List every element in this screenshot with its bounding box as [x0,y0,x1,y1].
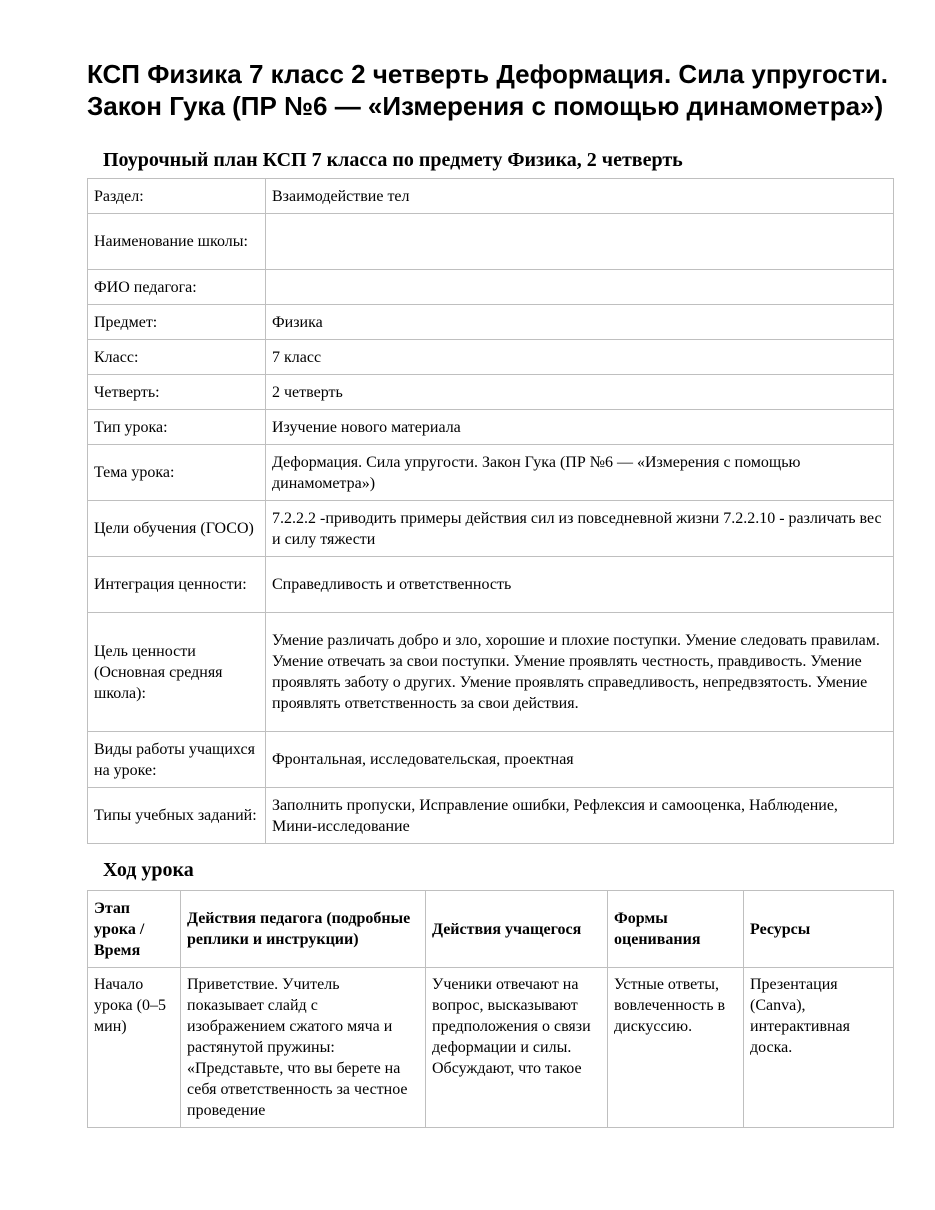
plan-label: Интеграция ценности: [88,557,266,613]
plan-value: 7 класс [266,340,894,375]
table-row [88,557,894,613]
document-title: КСП Физика 7 класс 2 четверть Деформация. Сила упругости. Закон Гука (ПР №6 — «Измерения с помощью динамометра») [87,59,888,121]
plan-heading: Поурочный план КСП 7 класса по предмету Физика, 2 четверть [103,149,683,171]
plan-label: Типы учебных заданий: [88,788,266,844]
teacher-actions-cell [181,968,426,1128]
plan-label: ФИО педагога: [88,270,266,305]
student-actions-text: Ученики отвечают на вопрос, высказывают предположения о связи деформации и силы. Обсуждают, что такое [432,976,591,1077]
table-row [88,613,894,732]
teacher-actions-text: Приветствие. Учитель показывает слайд с изображением сжатого мяча и растянутой пружины: «Представьте, что вы берете на себя ответственность за честное проведение [187,976,408,1119]
plan-value [266,214,894,270]
plan-label: Четверть: [88,375,266,410]
table-row [88,375,894,410]
table-row [88,732,894,788]
plan-label: Тема урока: [88,445,266,501]
document-page [87,58,893,1128]
column-header-stage: Этап урока / Время [88,891,181,968]
plan-label: Предмет: [88,305,266,340]
stage-cell [88,968,181,1128]
plan-value: Фронтальная, исследовательская, проектная [266,732,894,788]
plan-value: Заполнить пропуски, Исправление ошибки, Рефлексия и самооценка, Наблюдение, Мини-исследование [266,788,894,844]
lesson-progress-table [87,890,894,1128]
table-row [88,305,894,340]
column-header-resources: Ресурсы [744,891,894,968]
lesson-progress-heading: Ход урока [103,859,194,881]
table-row [88,968,894,1128]
plan-value: Умение различать добро и зло, хорошие и плохие поступки. Умение следовать правилам. Умение отвечать за свои поступки. Умение проявлять честность, правдивость. Умение проявлять заботу о других. Умение проявлять справедливость, непредвзятость. Умение проявлять ответственность за свои действия. [266,613,894,732]
plan-label: Цели обучения (ГОСО) [88,501,266,557]
table-row [88,410,894,445]
plan-value: 2 четверть [266,375,894,410]
stage-text: Начало урока (0–5 мин) [94,976,166,1035]
plan-value: Взаимодействие тел [266,179,894,214]
plan-value [266,270,894,305]
plan-value: 7.2.2.2 -приводить примеры действия сил из повседневной жизни 7.2.2.10 - различать вес и силу тяжести [266,501,894,557]
plan-value: Справедливость и ответственность [266,557,894,613]
table-row [88,214,894,270]
plan-value: Изучение нового материала [266,410,894,445]
table-row [88,788,894,844]
table-row [88,179,894,214]
student-actions-cell [426,968,608,1128]
column-header-teacher: Действия педагога (подробные реплики и инструкции) [181,891,426,968]
plan-label: Тип урока: [88,410,266,445]
column-header-student: Действия учащегося [426,891,608,968]
plan-value: Физика [266,305,894,340]
column-header-assessment: Формы оценивания [608,891,744,968]
table-row [88,445,894,501]
plan-label: Раздел: [88,179,266,214]
plan-value: Деформация. Сила упругости. Закон Гука (ПР №6 — «Измерения с помощью динамометра») [266,445,894,501]
resources-cell [744,968,894,1128]
table-row [88,270,894,305]
table-row [88,501,894,557]
resources-text: Презентация (Canva), интерактивная доска. [750,976,851,1056]
assessment-text: Устные ответы, вовлеченность в дискуссию. [614,976,726,1035]
assessment-cell [608,968,744,1128]
table-header-row [88,891,894,968]
plan-label: Наименование школы: [88,214,266,270]
table-row [88,340,894,375]
plan-label: Класс: [88,340,266,375]
plan-label: Виды работы учащихся на уроке: [88,732,266,788]
lesson-plan-table [87,178,894,844]
plan-label: Цель ценности (Основная средняя школа): [88,613,266,732]
